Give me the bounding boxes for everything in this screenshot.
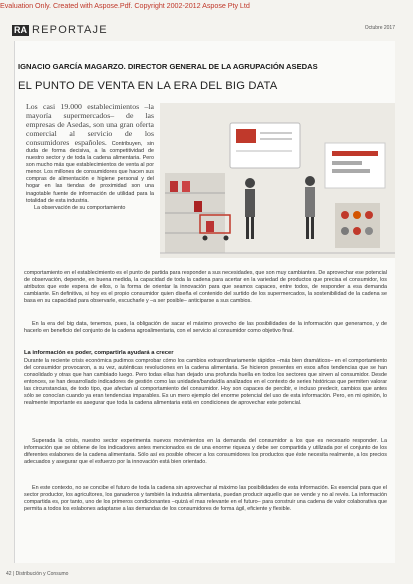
body-paragraph-2: En la era del big data, tenemos, pues, la obligación de sacar el máximo provecho de las posibilidades de la información que generamos, y de hacerlo en beneficio del conjunto de la cadena agroalimentaria, con el servicio al consumidor como objetivo final. <box>24 321 387 335</box>
section-badge: RA <box>14 24 27 35</box>
produce-shelf-icon <box>335 203 380 248</box>
supermarket-illustration <box>160 103 395 258</box>
intro-tail: La observación de su comportamiento <box>34 204 126 211</box>
article-kicker: IGNACIO GARCÍA MAGARZO. DIRECTOR GENERAL DE LA AGRUPACIÓN ASEDAS <box>18 62 318 71</box>
body-paragraph-4: Superada la crisis, nuestro sector experimenta nuevos movimientos en la demanda del consumidor a los que es necesario responder. La información que se obtiene de los indicadores antes mencionados es de una enorme riqueza y debe ser compartida y utilizada por el conjunto de los diferentes eslabones de la cadena alimentaria. Sólo así es posible ofrecer a los consumidores los productos que éste necesita realmente, a los precios adecuados y asegurar que el esfuerzo por la innovación está bien orientado. <box>24 438 387 466</box>
intro-column <box>26 103 154 212</box>
body-paragraph-3: Durante la reciente crisis económica pudimos comprobar cómo los cambios extraordinariamente rápidos –más bien dramáticos– en el comportamiento del consumidor provocaron, a su vez, auténticas revoluciones en la cadena alimentaria. Se hicieron presentes en esos años tendencias que se han consolidado y otras que han cambiado luego. Pero todas ellas han dejado una profunda huella en todos los sectores que sirven al consumidor. Desde entonces, se han desarrollado indicadores de gestión como las unidades/banda/día analizados en el contexto de series históricas que permiten valorar las circunstancias, de todo tipo, que afectan al comportamiento del consumidor. Hoy son capaces de percibir, e incluso predecir, cambios que antes sólo se conocían cuando ya eran tendencias imparables. Es un mero ejemplo del enorme potencial del uso de esta información. Pero, en mi opinión, lo realmente importante es asegurar que toda la cadena alimentaria está en condiciones de aprovechar este potencial. <box>24 358 387 407</box>
body-paragraph-1: comportamiento en el establecimiento es el punto de partida para responder a sus necesidades, que son muy cambiantes. De aprovechar ese potencial de observación, depende, en buena medida, la capacidad de toda la cadena para acertar en la variedad de productos que precisa el consumidor, los atributos que este espera de ellos, o la forma de orientar la innovación para que seamos capaces, entre todos, de responder a esa demanda cambiante. En definitiva, si hoy es el propio consumidor quien diseña el contenido del surtido de los supermercados, la sostenibilidad de la cadena se basa en su capacidad para observarle, escucharle y –a ser posible– anticiparse a sus cambios. <box>24 270 387 305</box>
intro-paragraph: Contribuyen, sin duda de forma decisiva, a la competitividad de nuestro sector y de toda la cadena alimentaria. Pero son mucho más que establecimientos de venta al por menor. Los millones de consumidores que hacen sus compras de alimentación e higiene personal y del hogar en las tiendas de proximidad son una inagotable fuente de información de utilidad para la totalidad de esta industria. <box>26 141 154 204</box>
evaluation-watermark: Evaluation Only. Created with Aspose.Pdf. Copyright 2002-2012 Aspose Pty Ltd <box>0 1 250 10</box>
issue-date: Octubre 2017 <box>364 25 395 31</box>
section-label: REPORTAJE <box>32 24 108 36</box>
page-footer: 42 | Distribución y Consumo <box>6 571 69 577</box>
lead-paragraph: Los casi 19.000 establecimientos –la mayoría supermercados– de las empresas de Asedas, son una gran oferta comercial al servicio de los consumidores españoles. <box>26 102 154 148</box>
article-headline: EL PUNTO DE VENTA EN LA ERA DEL BIG DATA <box>18 80 278 92</box>
display-panel-icon <box>325 143 385 188</box>
section-subhead: La información es poder, compartirla ayudará a crecer <box>24 350 174 356</box>
body-paragraph-5: En este contexto, no se concibe el futuro de toda la cadena sin aprovechar al máximo las posibilidades de esta información. Es esencial para que el sector productor, los agricultores, los ganaderos y también la industria alimentaria, puedan producir aquello que se vende y no al revés. La información compartida es, por tanto, uno de los primeros condicionantes –quizá el mas relevante en el futuro– para construir una cadena de valor colaborativa que permita a todos los eslabones adaptarse a las demandas de los consumidores de forma ágil, eficiente y flexible. <box>24 485 387 513</box>
section-tag <box>12 23 108 37</box>
